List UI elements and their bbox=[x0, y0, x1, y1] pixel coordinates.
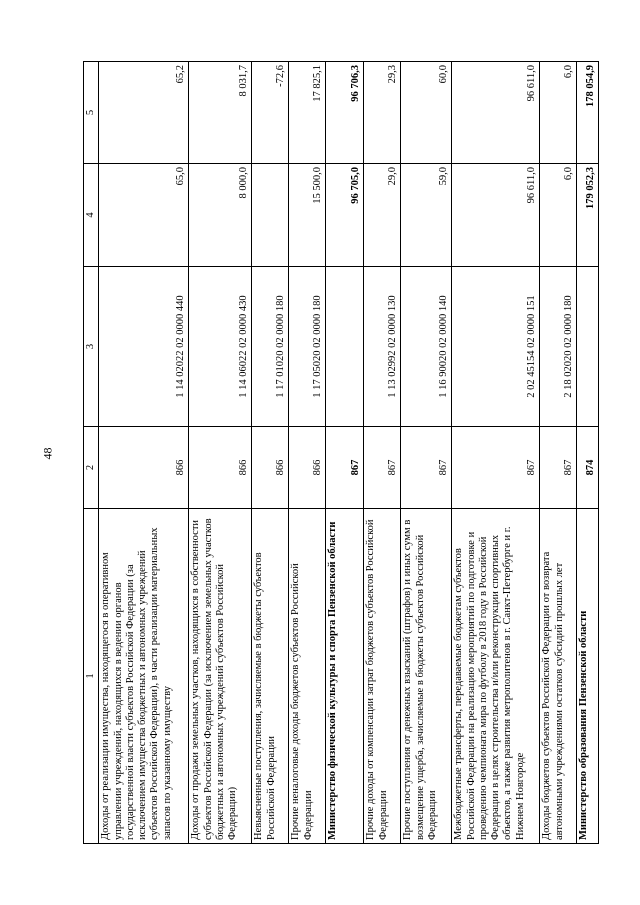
row-revenue-code bbox=[577, 267, 599, 427]
row-revenue-code: 1 16 90020 02 0000 140 bbox=[401, 267, 452, 427]
row-fact: 96 706,3 bbox=[326, 62, 364, 164]
row-fact: 178 054,9 bbox=[577, 62, 599, 164]
header-cell: 1 bbox=[84, 509, 99, 844]
row-revenue-code: 2 02 45154 02 0000 151 bbox=[452, 267, 540, 427]
table-row bbox=[289, 62, 326, 844]
row-revenue-code: 1 13 02992 02 0000 130 bbox=[364, 267, 401, 427]
row-admin-code: 867 bbox=[364, 427, 401, 509]
row-fact: 65,2 bbox=[99, 62, 189, 164]
row-revenue-code: 1 14 06022 02 0000 430 bbox=[189, 267, 252, 427]
table-row-ministry bbox=[326, 62, 364, 844]
row-admin-code: 866 bbox=[252, 427, 289, 509]
row-admin-code: 867 bbox=[540, 427, 577, 509]
table-row bbox=[364, 62, 401, 844]
header-row bbox=[84, 62, 99, 844]
row-name: Доходы от продажи земельных участков, находящихся в собственности субъектов Российской Федерации (за исключением земельных участков бюджетных и автономных учреждений субъектов Российской Федерации) bbox=[189, 509, 252, 844]
row-revenue-code: 1 17 01020 02 0000 180 bbox=[252, 267, 289, 427]
table-row bbox=[540, 62, 577, 844]
row-name: Министерство физической культуры и спорта Пензенской области bbox=[326, 509, 364, 844]
row-admin-code: 867 bbox=[326, 427, 364, 509]
page-number: 48 bbox=[40, 447, 55, 460]
row-name: Прочие поступления от денежных взысканий (штрафов) и иных сумм в возмещение ущерба, зачисляемые в бюджеты субъектов Российской Федерации bbox=[401, 509, 452, 844]
table-row bbox=[252, 62, 289, 844]
row-name: Прочие доходы от компенсации затрат бюджетов субъектов Российской Федерации bbox=[364, 509, 401, 844]
row-revenue-code: 2 18 02020 02 0000 180 bbox=[540, 267, 577, 427]
row-plan bbox=[252, 164, 289, 267]
row-admin-code: 866 bbox=[189, 427, 252, 509]
header-cell: 2 bbox=[84, 427, 99, 509]
row-name: Доходы бюджетов субъектов Российской Федерации от возврата автономными учреждениями остатков субсидий прошлых лет bbox=[540, 509, 577, 844]
header-cell: 3 bbox=[84, 267, 99, 427]
row-fact: 29,3 bbox=[364, 62, 401, 164]
row-plan: 96 705,0 bbox=[326, 164, 364, 267]
header-cell: 4 bbox=[84, 164, 99, 267]
row-revenue-code: 1 17 05020 02 0000 180 bbox=[289, 267, 326, 427]
row-admin-code: 866 bbox=[99, 427, 189, 509]
row-name: Межбюджетные трансферты, передаваемые бюджетам субъектов Российской Федерации на реализацию мероприятий по подготовке и проведению чемпионата мира по футболу в 2018 году в Российской Федерации в целях строительства и/или реконструкции спортивных объектов, а также развития метрополитенов в г. Санкт-Петербурге и г. Нижнем Новгороде bbox=[452, 509, 540, 844]
row-revenue-code bbox=[326, 267, 364, 427]
row-admin-code: 867 bbox=[452, 427, 540, 509]
row-plan: 65,0 bbox=[99, 164, 189, 267]
row-fact: 96 611,0 bbox=[452, 62, 540, 164]
row-plan: 6,0 bbox=[540, 164, 577, 267]
revenue-table bbox=[83, 61, 599, 844]
rotated-table-area bbox=[83, 62, 596, 844]
table-row bbox=[189, 62, 252, 844]
row-plan: 15 500,0 bbox=[289, 164, 326, 267]
table-row-ministry bbox=[577, 62, 599, 844]
table-row bbox=[452, 62, 540, 844]
row-name: Доходы от реализации имущества, находящегося в оперативном управлении учреждений, находящихся в ведении органов государственной власти субъектов Российской Федерации (за исключением имущества бюджетных и автономных учреждений субъектов Российской Федерации), в части реализации материальных запасов по указанному имуществу bbox=[99, 509, 189, 844]
row-fact: 60,0 bbox=[401, 62, 452, 164]
header-cell: 5 bbox=[84, 62, 99, 164]
table-row bbox=[401, 62, 452, 844]
row-fact: 17 825,1 bbox=[289, 62, 326, 164]
row-plan: 8 000,0 bbox=[189, 164, 252, 267]
row-name: Невыясненные поступления, зачисляемые в бюджеты субъектов Российской Федерации bbox=[252, 509, 289, 844]
row-name: Министерство образования Пензенской области bbox=[577, 509, 599, 844]
row-revenue-code: 1 14 02022 02 0000 440 bbox=[99, 267, 189, 427]
row-admin-code: 867 bbox=[401, 427, 452, 509]
row-fact: 6,0 bbox=[540, 62, 577, 164]
row-plan: 29,0 bbox=[364, 164, 401, 267]
row-plan: 96 611,0 bbox=[452, 164, 540, 267]
row-plan: 179 052,3 bbox=[577, 164, 599, 267]
row-admin-code: 874 bbox=[577, 427, 599, 509]
row-name: Прочие неналоговые доходы бюджетов субъектов Российской Федерации bbox=[289, 509, 326, 844]
row-admin-code: 866 bbox=[289, 427, 326, 509]
row-plan: 59,0 bbox=[401, 164, 452, 267]
row-fact: 8 031,7 bbox=[189, 62, 252, 164]
row-fact: -72,6 bbox=[252, 62, 289, 164]
table-row bbox=[99, 62, 189, 844]
